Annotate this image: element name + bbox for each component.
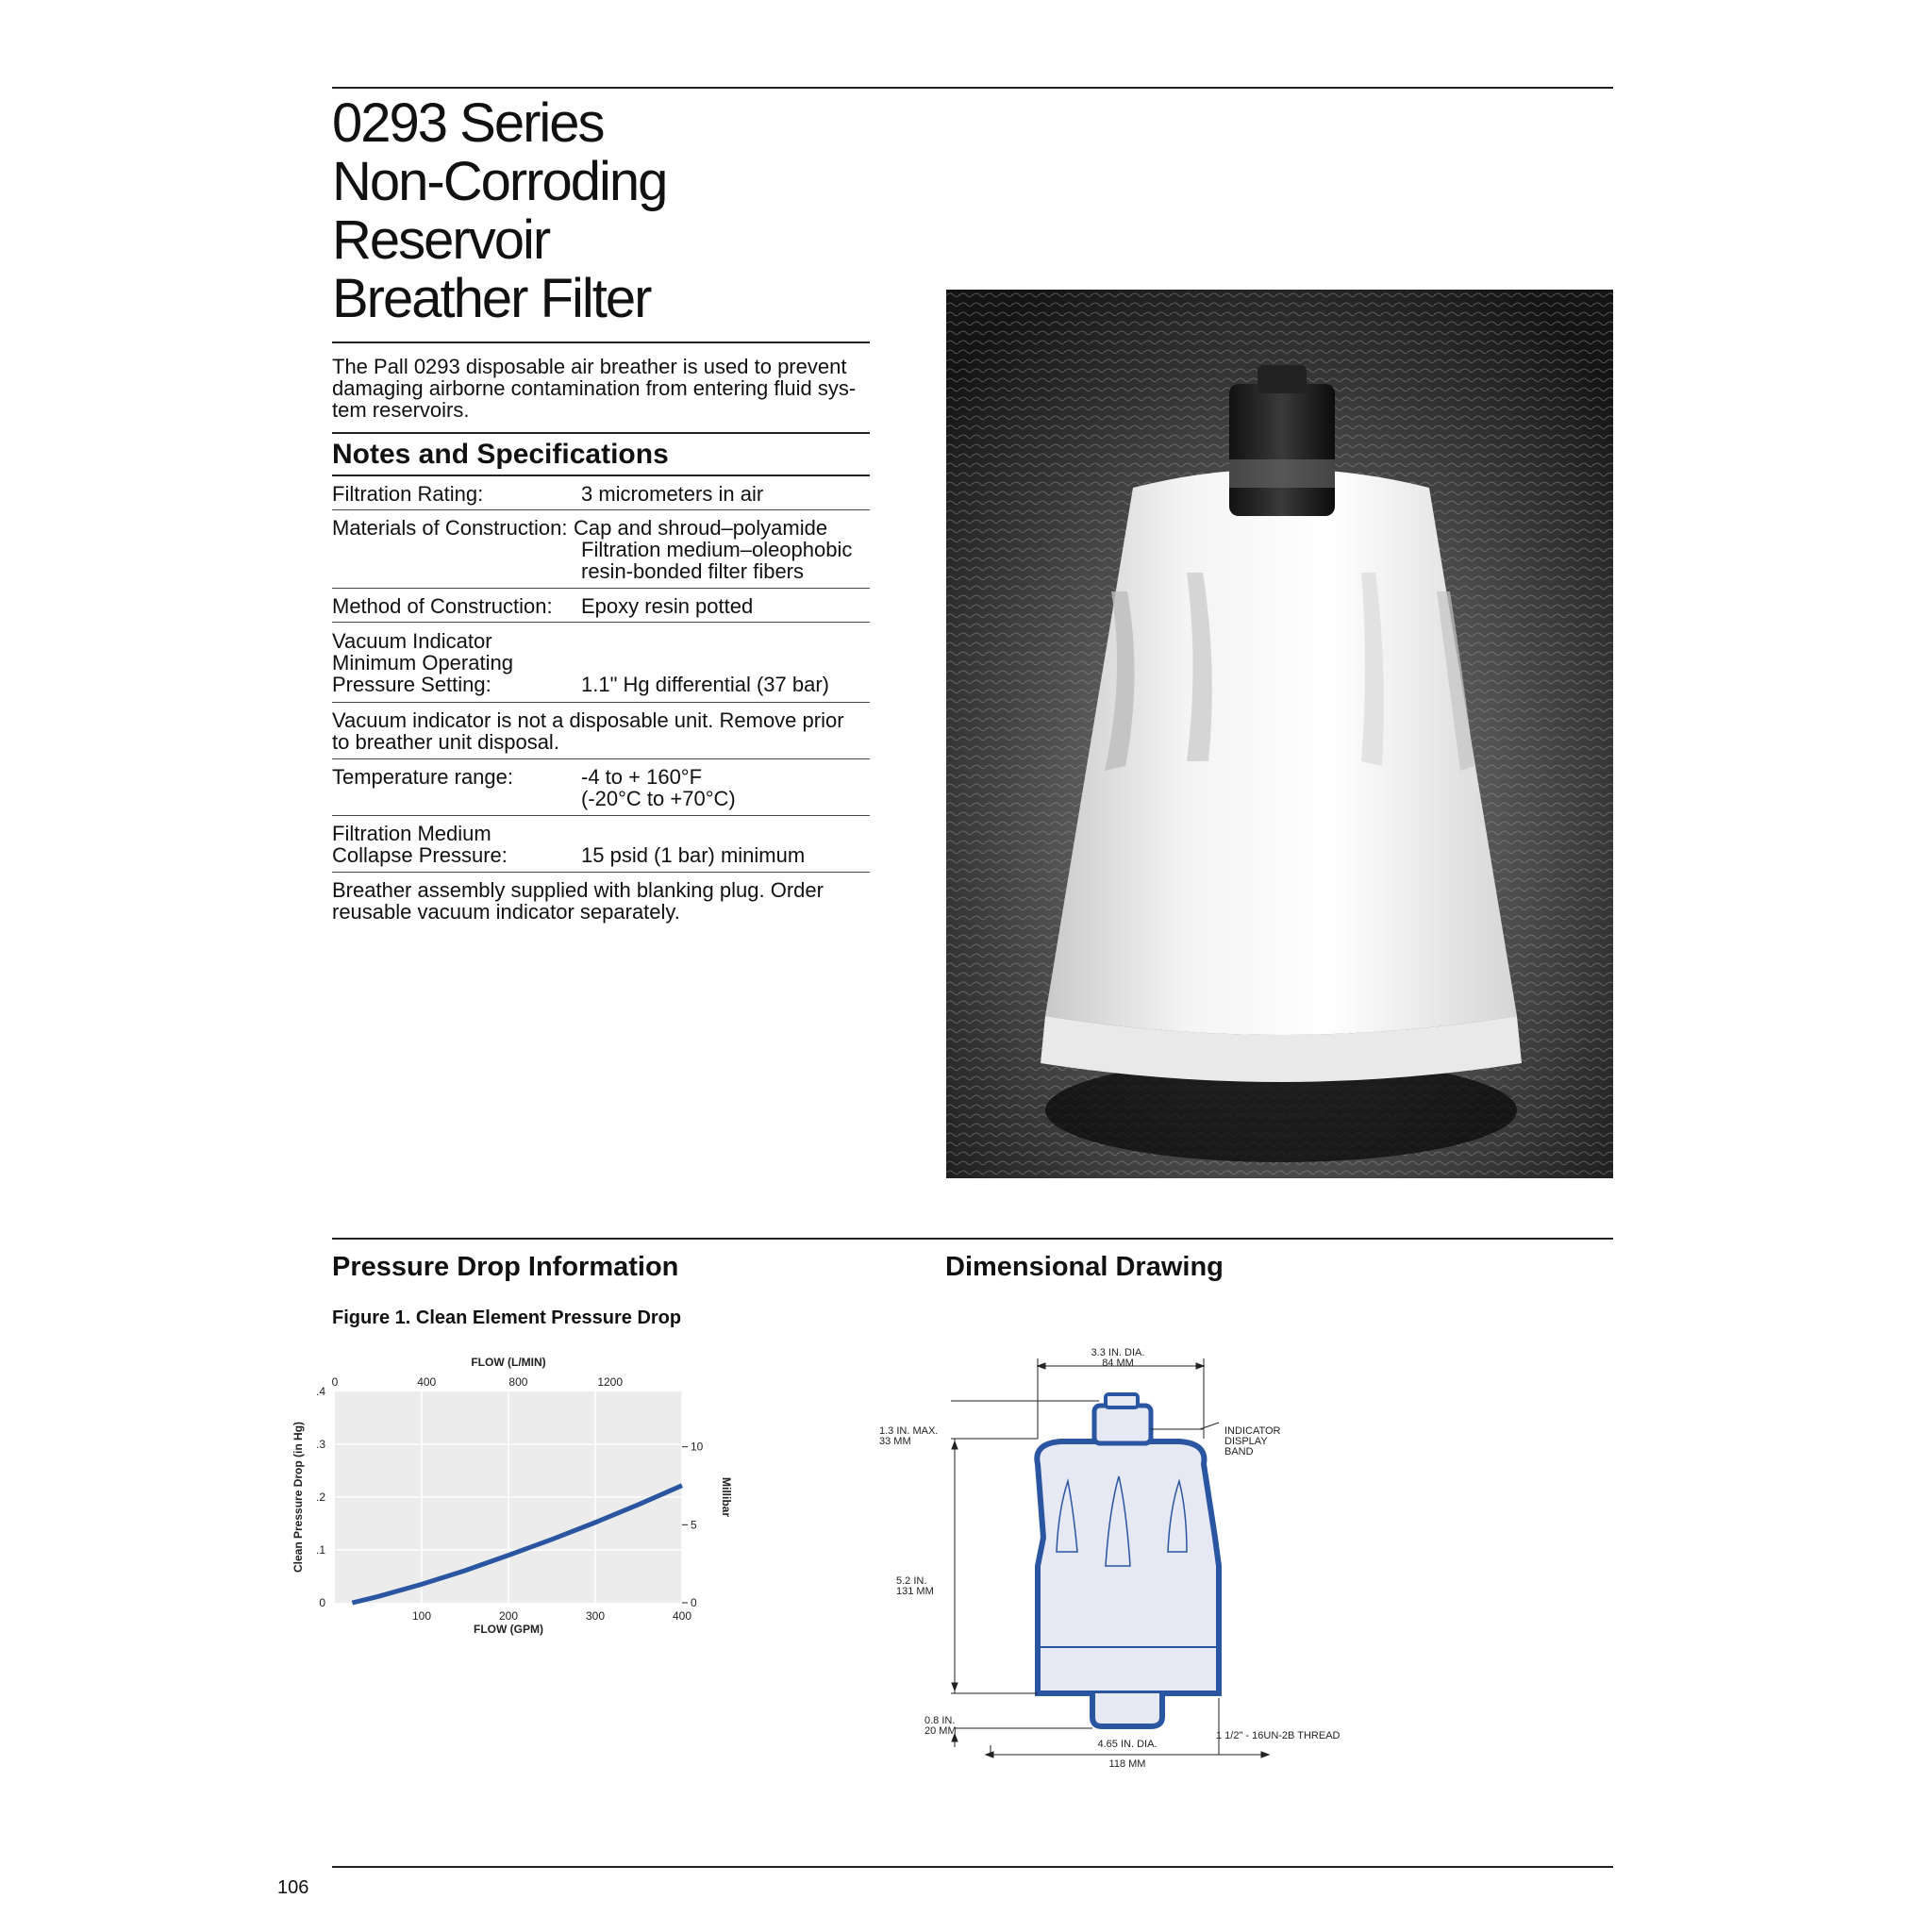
y-tick-label: 0 <box>319 1596 325 1609</box>
spec-value: 1.1" Hg differential (37 bar) <box>581 673 829 696</box>
x-tick-label: 100 <box>411 1609 432 1623</box>
spec-divider <box>332 702 870 703</box>
spec-note-line: Breather assembly supplied with blanking plug. Order <box>332 878 824 902</box>
dim-base-height-mm: 20 MM <box>924 1725 957 1737</box>
spec-note-line: reusable vacuum indicator separately. <box>332 900 680 924</box>
spec-note <box>332 879 870 923</box>
filter-body-outline <box>1037 1441 1219 1693</box>
indicator-top-outline <box>1106 1394 1138 1407</box>
dim-bottom-diameter: 4.65 IN. DIA. <box>1097 1739 1158 1750</box>
title-line: Breather Filter <box>332 268 651 329</box>
indicator-label: BAND <box>1224 1446 1254 1457</box>
title-line: 0293 Series <box>332 92 604 154</box>
spec-divider <box>332 872 870 873</box>
top-tick-label: 400 <box>417 1375 437 1389</box>
dimensional-drawing <box>868 1340 1358 1774</box>
spec-value <box>574 517 852 582</box>
right-axis-label: Millibar <box>720 1476 733 1518</box>
spec-row-temperature <box>332 766 870 811</box>
spec-label <box>332 630 513 695</box>
spec-value <box>581 766 736 809</box>
spec-row-method <box>332 595 870 618</box>
figure-caption: Figure 1. Clean Element Pressure Drop <box>332 1307 682 1328</box>
spec-label-line: Pressure Setting: <box>332 673 491 696</box>
right-axis-ticks <box>682 1441 704 1609</box>
spec-note-line: to breather unit disposal. <box>332 730 559 754</box>
spec-label-line: Collapse Pressure: <box>332 843 508 867</box>
spec-label: Filtration Rating: <box>332 482 484 506</box>
dimensional-drawing-heading: Dimensional Drawing <box>945 1252 1224 1282</box>
x-axis-ticks <box>412 1609 691 1623</box>
spec-label-line: Minimum Operating <box>332 651 513 675</box>
pressure-drop-chart <box>283 1349 736 1651</box>
spec-value: Epoxy resin potted <box>581 594 754 618</box>
page-title <box>332 94 860 328</box>
x-tick-label: 400 <box>672 1609 692 1623</box>
y-tick-label: .3 <box>315 1438 325 1451</box>
right-tick-label: 5 <box>691 1518 697 1532</box>
dim-cap-height-mm: 33 MM <box>879 1436 911 1447</box>
spec-value: 15 psid (1 bar) minimum <box>581 843 806 867</box>
x-axis-label: FLOW (GPM) <box>474 1623 543 1636</box>
spec-note-line: Vacuum indicator is not a disposable unit. Remove prior <box>332 708 844 732</box>
pressure-drop-heading: Pressure Drop Information <box>332 1252 679 1282</box>
dim-base-height: 0.8 IN. <box>924 1715 956 1726</box>
spec-divider <box>332 509 870 510</box>
y-axis-ticks <box>316 1385 325 1609</box>
specs-heading-rule <box>332 475 870 476</box>
indicator-outline <box>1094 1406 1151 1443</box>
spec-note-supply <box>332 879 870 924</box>
top-tick-label: 0 <box>331 1375 339 1389</box>
thread-neck-outline <box>1092 1693 1162 1726</box>
spec-row-filtration <box>332 483 870 506</box>
spec-row-collapse <box>332 823 870 868</box>
dim-body-height: 5.2 IN. <box>896 1575 927 1587</box>
section-rule <box>332 1238 1613 1240</box>
spec-value-line: resin-bonded filter fibers <box>581 559 805 583</box>
spec-label <box>332 823 508 866</box>
spec-value: 3 micrometers in air <box>581 482 764 506</box>
specs-heading: Notes and Specifications <box>332 439 669 470</box>
indicator-label: INDICATOR <box>1224 1425 1281 1437</box>
dim-body-height-mm: 131 MM <box>896 1586 934 1597</box>
y-axis-label: Clean Pressure Drop (in Hg) <box>291 1421 305 1574</box>
spec-divider <box>332 815 870 816</box>
top-axis-ticks <box>332 1375 624 1389</box>
indicator-label: DISPLAY <box>1224 1436 1268 1447</box>
x-tick-label: 300 <box>585 1609 606 1623</box>
spec-note <box>332 709 870 753</box>
product-photo <box>946 290 1613 1178</box>
spec-value-line: -4 to + 160°F <box>581 765 703 789</box>
spec-value-line: (-20°C to +70°C) <box>581 787 736 810</box>
footer-rule <box>332 1866 1613 1868</box>
spec-value-line: Cap and shroud–polyamide <box>574 516 828 540</box>
thread-spec: 1 1/2" - 16UN-2B THREAD <box>1216 1730 1341 1741</box>
spec-label: Temperature range: <box>332 765 513 789</box>
right-tick-label: 0 <box>691 1596 697 1609</box>
spec-row-materials <box>332 517 870 583</box>
breather-filter-image <box>946 290 1613 1178</box>
top-rule <box>332 87 1613 89</box>
intro-rule <box>332 432 870 434</box>
spec-value-line: Filtration medium–oleophobic <box>581 538 853 561</box>
title-line: Reservoir <box>332 209 550 271</box>
title-rule <box>332 341 870 343</box>
dim-top-diameter-mm: 84 MM <box>1102 1357 1134 1369</box>
intro-paragraph: The Pall 0293 disposable air breather is used to prevent damaging airborne contamination from entering fluid sys-tem reservoirs. <box>332 355 857 422</box>
page-number: 106 <box>277 1877 309 1898</box>
spec-label: Materials of Construction: <box>332 516 568 540</box>
spec-label-line: Vacuum Indicator <box>332 629 492 653</box>
top-tick-label: 1200 <box>597 1375 624 1389</box>
y-tick-label: .1 <box>315 1543 325 1557</box>
y-tick-label: .2 <box>315 1491 325 1504</box>
x-tick-label: 200 <box>498 1609 519 1623</box>
spec-label-line: Filtration Medium <box>332 822 491 845</box>
spec-divider <box>332 758 870 759</box>
dim-cap-height: 1.3 IN. MAX. <box>879 1425 939 1437</box>
title-line: Non-Corroding <box>332 151 667 212</box>
spec-row-vacuum <box>332 630 870 698</box>
spec-divider <box>332 622 870 623</box>
spec-divider <box>332 588 870 589</box>
dim-bottom-diameter-mm: 118 MM <box>1108 1758 1146 1770</box>
top-tick-label: 800 <box>508 1375 528 1389</box>
top-axis-label: FLOW (L/MIN) <box>471 1356 546 1369</box>
right-tick-label: 10 <box>691 1440 704 1454</box>
y-tick-label: .4 <box>315 1385 325 1398</box>
spec-label: Method of Construction: <box>332 594 553 618</box>
dim-top-diameter: 3.3 IN. DIA. <box>1091 1347 1145 1358</box>
spec-note-vacuum <box>332 709 870 755</box>
